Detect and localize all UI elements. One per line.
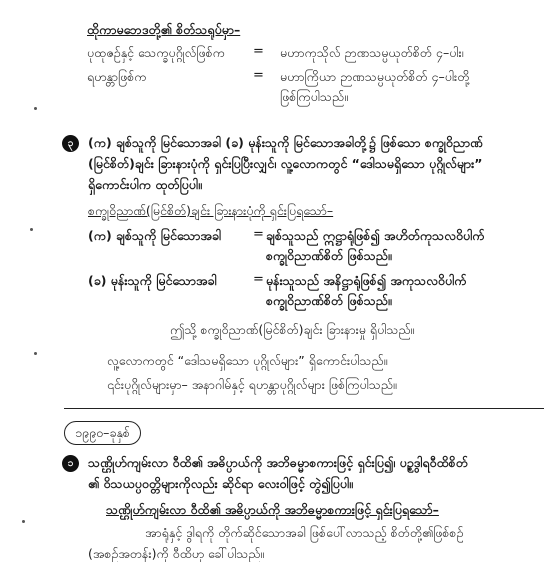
row-right: မဟာကုသိုလ် ဉာဏသမ္ပယုတ်စိတ် ၄–ပါး၊ bbox=[280, 45, 464, 60]
case-explanation-cont: စက္ခုဝိညာဏ်စိတ် ဖြစ်သည်။ bbox=[266, 248, 392, 263]
equals-sign: = bbox=[253, 44, 264, 59]
question-text: (က) ချစ်သူကို မြင်သောအခါ (ခ) မုန်းသူကို မြင်သောအခါတို့၌ ဖြစ်သော စက္ခုဝိညာဏ် bbox=[88, 135, 483, 150]
year-label: ၁၉၉၀–ခုနှစ် bbox=[64, 421, 141, 445]
margin-mark bbox=[34, 107, 37, 110]
section-heading: ထိုကာမဘေဒတို့၏ စိတ်သရုပ်မှာ– bbox=[87, 22, 241, 37]
question-text: ၏ ဝိသယပ္ပဝတ္တိများကိုလည်း ဆိုင်ရာ လေးဝါဖြင့် တွဲ၍ပြပါ။ bbox=[88, 476, 353, 491]
equals-sign: = bbox=[253, 227, 264, 242]
answer-heading: စက္ခုဝိညာဏ်(မြင်စိတ်)ချင်း ခြားနားပုံကို ရှင်းပြရသော်– bbox=[88, 203, 334, 218]
row-left: ပုထုဇဉ်နှင့် သေက္ခပုဂ္ဂိုလ်ဖြစ်က bbox=[87, 45, 225, 60]
row-left: ရဟန္တာဖြစ်က bbox=[87, 69, 147, 84]
case-explanation: ချစ်သူသည် ဣဋ္ဌာရုံဖြစ်၍ အဟိတ်ကုသလဝိပါက် bbox=[266, 228, 485, 243]
question-text: ရှိကောင်းပါက ထုတ်ပြပါ။ bbox=[88, 177, 202, 192]
margin-mark bbox=[34, 352, 37, 355]
conclusion: ဤသို့ စက္ခုဝိညာဏ်(မြင်စိတ်)ချင်း ခြားနားမှု ရှိပါသည်။ bbox=[170, 322, 415, 337]
question-number: ၁ bbox=[62, 455, 79, 472]
case-label: (က) ချစ်သူကို မြင်သောအခါ bbox=[88, 228, 222, 243]
row-right-cont: ဖြစ်ကြပါသည်။ bbox=[280, 89, 348, 104]
section-divider bbox=[64, 408, 544, 409]
case-label: (ခ) မုန်းသူကို မြင်သောအခါ bbox=[88, 273, 217, 288]
equals-sign: = bbox=[253, 68, 264, 83]
answer-body: (အစဉ်အတန်း)ကို ဝီထိဟု ခေါ်ပါသည်။ bbox=[88, 546, 265, 561]
question-text: သဏ္ဌိုဟ်ကျမ်းလာ ဝီထိ၏ အဓိပ္ပာယ်ကို အဘိဓမ္မာစကားဖြင့် ရှင်းပြ၍၊ ပဉ္စဒွါရဝီထိစိတ် bbox=[88, 455, 468, 470]
answer-statement: ၎င်းပုဂ္ဂိုလ်များမှာ– အနာဂါမ်နှင့် ရဟန္တာပုဂ္ဂိုလ်များ ဖြစ်ကြပါသည်။ bbox=[107, 377, 397, 392]
answer-body: အာရုံနှင့် ဒွါရကို တိုက်ဆိုင်သောအခါ ဖြစ်ပေါ်လာသည့် စိတ်တို့၏ဖြစ်စဉ် bbox=[145, 525, 464, 540]
answer-heading: သဏ္ဌိုဟ်ကျမ်းလာ ဝီထိ၏ အဓိပ္ပာယ်ကို အဘိဓမ္မာစကားဖြင့် ရှင်းပြရသော်– bbox=[106, 502, 439, 517]
case-explanation-cont: စက္ခုဝိညာဏ်စိတ် ဖြစ်သည်။ bbox=[266, 293, 392, 308]
margin-mark bbox=[22, 520, 25, 523]
equals-sign: = bbox=[253, 272, 264, 287]
row-right: မဟာကြိယာ ဉာဏသမ္ပယုတ်စိတ် ၄–ပါးတို့ bbox=[280, 69, 470, 84]
question-text: (မြင်စိတ်)ချင်း ခြားနားပုံကို ရှင်းပြပြီးလျှင်၊ လူ့လောကတွင် “ဒေါသမရှိသော ပုဂ္ဂိုလ်များ” bbox=[88, 156, 483, 171]
margin-mark bbox=[30, 228, 33, 231]
answer-statement: လူ့လောကတွင် “ဒေါသမရှိသော ပုဂ္ဂိုလ်များ” ရှိကောင်းပါသည်။ bbox=[107, 353, 388, 368]
case-explanation: မုန်းသူသည် အနိဋ္ဌာရုံဖြစ်၍ အကုသလဝိပါက် bbox=[266, 273, 467, 288]
question-number: ၃ bbox=[62, 135, 79, 152]
